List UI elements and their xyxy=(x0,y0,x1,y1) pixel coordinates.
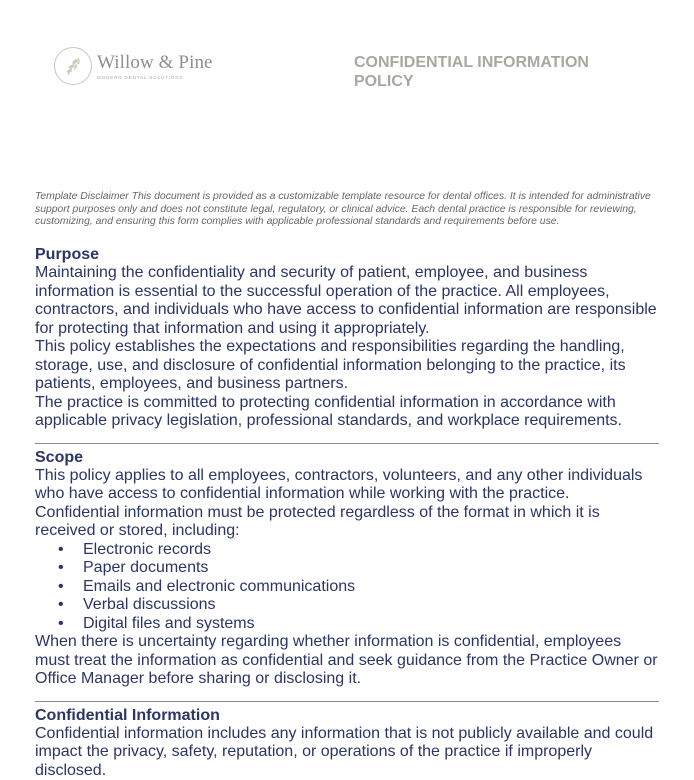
paragraph: This policy applies to all employees, contractors, volunteers, and any other individuals who have access to confidential information while working with the practice. xyxy=(35,467,660,504)
purpose-section xyxy=(35,246,660,431)
section-heading: Confidential Information xyxy=(35,707,660,725)
document-title: CONFIDENTIAL INFORMATION POLICY xyxy=(354,53,634,91)
list-item: • Paper documents xyxy=(35,559,660,578)
section-heading: Purpose xyxy=(35,246,660,264)
section-heading: Scope xyxy=(35,449,660,467)
leaf-emblem-icon xyxy=(54,47,92,85)
logo-wordmark: Willow & Pine xyxy=(97,53,213,73)
section-divider xyxy=(35,443,659,444)
list-item: • Emails and electronic communications xyxy=(35,578,660,597)
list-item: • Digital files and systems xyxy=(35,615,660,634)
list-item: • Electronic records xyxy=(35,541,660,560)
logo-tagline: MODERN DENTAL SOLUTIONS xyxy=(97,75,213,80)
template-disclaimer: Template Disclaimer This document is provided as a customizable template resource for dental offices. It is intended for administrative support purposes only and does not constitute legal, regulatory, or clinical advice. Each dental practice is responsible for reviewing, customizing, and ensuring this form complies with applicable professional standards and requirements before use. xyxy=(35,191,660,229)
format-list xyxy=(35,541,660,634)
scope-section xyxy=(35,449,660,689)
paragraph: The practice is committed to protecting confidential information in accordance with applicable privacy legislation, professional standards, and workplace requirements. xyxy=(35,394,660,431)
practice-logo xyxy=(54,47,213,85)
policy-content xyxy=(35,246,660,780)
section-divider xyxy=(35,701,659,702)
paragraph: When there is uncertainty regarding whether information is confidential, employees must treat the information as confidential and seek guidance from the Practice Owner or Office Manager before sharing or disclosing it. xyxy=(35,633,660,689)
list-item: • Verbal discussions xyxy=(35,596,660,615)
paragraph: This policy establishes the expectations and responsibilities regarding the handling, storage, use, and disclosure of confidential information belonging to the practice, its patients, employees, and business partners. xyxy=(35,338,660,394)
paragraph: Confidential information must be protected regardless of the format in which it is received or stored, including: xyxy=(35,504,660,541)
paragraph: Confidential information includes any information that is not publicly available and could impact the privacy, safety, reputation, or operations of the practice if improperly disclosed. xyxy=(35,725,660,780)
confidential-information-section xyxy=(35,707,660,780)
paragraph: Maintaining the confidentiality and security of patient, employee, and business information is essential to the successful operation of the practice. All employees, contractors, and individuals who have access to confidential information are responsible for protecting that information and using it appropriately. xyxy=(35,264,660,338)
